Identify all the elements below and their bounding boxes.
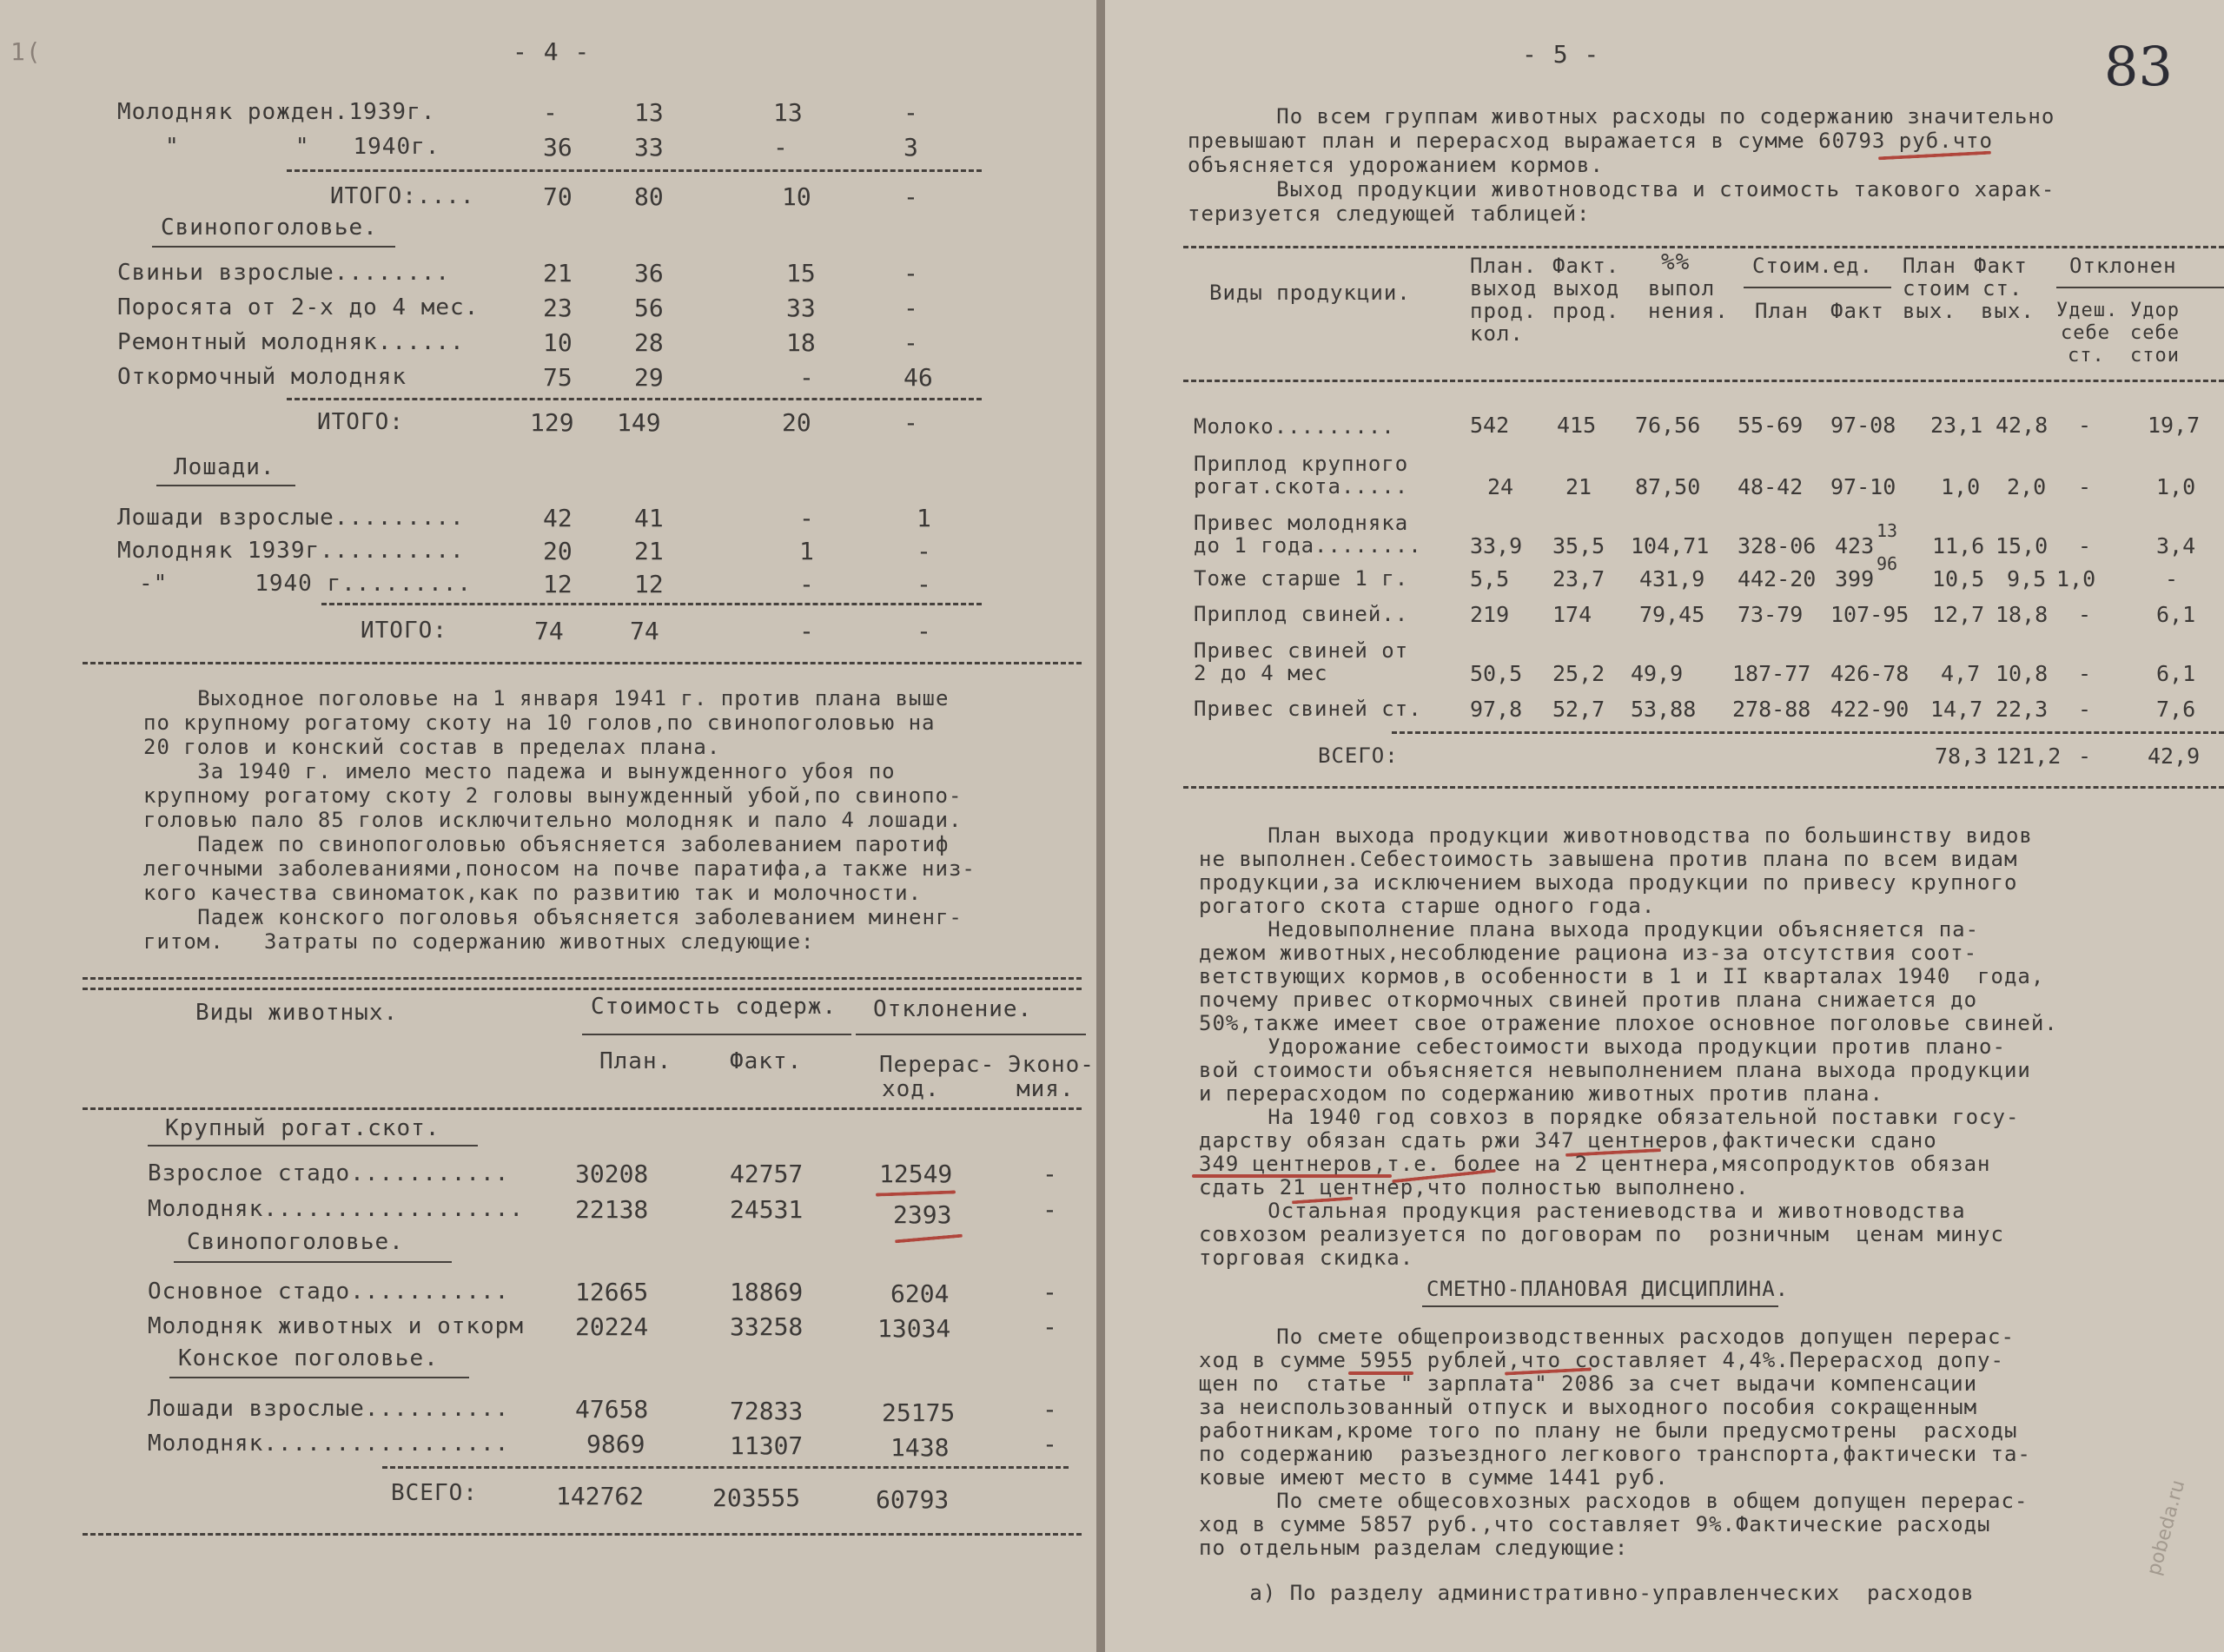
heading-underline [152, 246, 395, 248]
cell: 13 [634, 98, 664, 127]
cell: 12 [543, 570, 573, 598]
cell: - [799, 570, 814, 598]
column-header: прод. [1552, 299, 1620, 323]
body-line: На 1940 год совхоз в порядке обязательной поставки госу- [1201, 1105, 2020, 1129]
cell: - [543, 98, 558, 127]
cell: 56 [634, 294, 664, 322]
body-line: работникам,кроме того по плану не были предусмотрены расходы [1199, 1418, 2018, 1443]
column-header: выход [1552, 276, 1620, 301]
cell: 23,7 [1552, 566, 1605, 591]
column-header: стоим [1903, 276, 1970, 301]
cell: 28 [634, 328, 664, 357]
column-header: План [1755, 299, 1809, 323]
divider [83, 988, 1082, 990]
cell: - [799, 363, 814, 392]
cell: 49,9 [1631, 661, 1684, 686]
cell: 80 [634, 182, 664, 211]
header-rule [856, 1034, 1086, 1035]
total-label: ИТОГО: [317, 409, 404, 435]
column-header: План. [599, 1048, 672, 1074]
cell: 42757 [730, 1160, 804, 1188]
cell: 33258 [730, 1312, 804, 1341]
column-header: Факт. [730, 1048, 803, 1074]
row-label: Лошади взрослые.......... [148, 1396, 510, 1422]
page-number: - 5 - [1522, 40, 1600, 69]
red-underline [895, 1234, 963, 1244]
row-label: -" 1940 г......... [139, 571, 473, 597]
body-line: по содержанию разъездного легкового транспорта,фактически та- [1199, 1442, 2031, 1466]
cell: 20224 [575, 1312, 649, 1341]
body-line: 50%,также имеет свое отражение плохое основное поголовье свиней. [1199, 1011, 2058, 1035]
column-header: выход [1470, 276, 1538, 301]
cell: 12,7 [1932, 602, 1985, 627]
body-line: Удорожание себестоимости выхода продукции против плано- [1201, 1034, 2006, 1059]
cell: 11307 [730, 1431, 804, 1460]
body-line: По смете общесовхозных расходов в общем допущен перерас- [1209, 1489, 2029, 1513]
cell: 9869 [586, 1430, 645, 1458]
cell: 12665 [575, 1278, 649, 1306]
cell: 7,6 [2156, 697, 2196, 722]
cell: 73-79 [1738, 602, 1804, 627]
cell: 21 [1565, 474, 1592, 499]
column-header: Эконо- [1008, 1052, 1095, 1078]
cell: 70 [543, 182, 573, 211]
cell: 35,5 [1552, 533, 1605, 558]
cell: - [917, 537, 931, 565]
cell: 431,9 [1639, 566, 1705, 591]
column-header: прод. [1470, 299, 1538, 323]
book-gutter [1096, 0, 1105, 1652]
cell: 426-78 [1830, 661, 1910, 686]
column-header: Стоим.ед. [1752, 254, 1874, 278]
divider [287, 169, 982, 172]
divider [1392, 731, 2224, 734]
cell: 12549 [879, 1160, 953, 1188]
cell: - [2078, 602, 2092, 627]
column-header: Отклонен [2069, 254, 2177, 278]
column-header: %% [1661, 249, 1691, 275]
cell: 3,4 [2156, 533, 2196, 558]
section-heading: Крупный рогат.скот. [165, 1115, 440, 1141]
cell: 10 [782, 182, 811, 211]
cell: 46 [904, 363, 933, 392]
column-header: выпол [1648, 276, 1716, 301]
body-line: продукции,за исключением выхода продукции по привесу крупного [1199, 870, 2018, 895]
column-header: Факт [1830, 299, 1884, 323]
column-header: Перерас- [879, 1052, 996, 1078]
divider [83, 1107, 1082, 1110]
row-label: Привес свиней от [1194, 638, 1409, 663]
section-heading: Конское поголовье. [178, 1345, 439, 1371]
body-line: ход в сумме 5857 руб.,что составляет 9%.Фактические расходы [1199, 1512, 1991, 1536]
superscript: 13 [1876, 520, 1898, 541]
total-label: ВСЕГО: [1318, 743, 1399, 768]
cell: 4,7 [1941, 661, 1981, 686]
paragraph-line: Падеж по свинопоголовью объясняется заболеванием паротиф [130, 832, 950, 856]
red-underline [876, 1190, 956, 1196]
row-label: " " 1940г. [165, 134, 440, 160]
row-label: Приплод крупного [1194, 452, 1409, 476]
body-line: вой стоимости объясняется невыполнением плана выхода продукции [1199, 1058, 2031, 1082]
intro-line: По всем группам животных расходы по содержанию значительно [1209, 104, 2055, 129]
cell: - [904, 259, 918, 287]
cell: 10,5 [1932, 566, 1985, 591]
cell: 33,9 [1470, 533, 1523, 558]
paragraph-line: кого качества свиноматок,как по развитию так и молочности. [143, 881, 923, 905]
cell: - [2078, 743, 2092, 769]
body-line: Недовыполнение плана выхода продукции объясняется па- [1201, 917, 1980, 942]
cell: 1 [917, 504, 931, 532]
row-label: Основное стадо........... [148, 1279, 510, 1305]
column-header: кол. [1470, 321, 1524, 346]
row-label: Ремонтный молодняк...... [117, 329, 465, 355]
cell: 174 [1552, 602, 1592, 627]
cell: 55-69 [1738, 413, 1804, 438]
cell: 23 [543, 294, 573, 322]
cell: - [904, 328, 918, 357]
cell: 104,71 [1631, 533, 1710, 558]
cell: 399 [1835, 566, 1875, 591]
intro-line: превышают план и перерасход выражается в сумме 60793 руб.что [1188, 129, 1993, 153]
row-label: Свиньи взрослые........ [117, 260, 451, 286]
divider [287, 398, 982, 400]
column-header: Факт [1974, 254, 2028, 278]
cell: 13034 [877, 1314, 951, 1343]
cell: 19,7 [2148, 413, 2201, 438]
cell: 25,2 [1552, 661, 1605, 686]
cell: - [1042, 1312, 1057, 1341]
column-header: вых. [1903, 299, 1956, 323]
body-line: совхозом реализуется по договорам по розничным ценам минус [1199, 1222, 2004, 1246]
cell: 21 [634, 537, 664, 565]
cell: 278-88 [1732, 697, 1811, 722]
cell: 18869 [730, 1278, 804, 1306]
cell: 72833 [730, 1397, 804, 1425]
body-line: а) По разделу административно-управленческих расходов [1209, 1581, 1975, 1605]
body-line: рогатого скота старше одного года. [1199, 894, 1656, 918]
cell: - [1042, 1430, 1057, 1458]
cell: 20 [543, 537, 573, 565]
cell: 33 [786, 294, 816, 322]
cell: 2393 [893, 1200, 952, 1229]
cell: 107-95 [1830, 602, 1910, 627]
column-header: Виды продукции. [1209, 281, 1411, 305]
row-label: 2 до 4 мес [1194, 661, 1328, 685]
paragraph-line: гитом. Затраты по содержанию животных следующие: [143, 929, 815, 954]
cell: 6,1 [2156, 661, 2196, 686]
cell: 20 [782, 408, 811, 437]
cell: - [2165, 566, 2179, 591]
header-rule [582, 1034, 851, 1035]
row-label: Молодняк животных и откорм [148, 1313, 524, 1339]
column-header: Факт. [1552, 254, 1620, 278]
cell: 6,1 [2156, 602, 2196, 627]
column-header: Удор [2130, 300, 2180, 321]
cell: 52,7 [1552, 697, 1605, 722]
cell: 36 [634, 259, 664, 287]
divider [1183, 246, 2224, 248]
header-rule [2056, 287, 2224, 288]
cell: 14,7 [1930, 697, 1983, 722]
cell: 1 [799, 537, 814, 565]
cell: 87,50 [1635, 474, 1701, 499]
cell: 10 [543, 328, 573, 357]
cell: 25175 [882, 1398, 956, 1427]
paragraph-line: головью пало 85 голов исключительно молодняк и пало 4 лошади. [143, 808, 963, 832]
paragraph-line: Выходное поголовье на 1 января 1941 г. против плана выше [130, 686, 950, 710]
body-line: щен по статье " зарплата" 2086 за счет выдачи компенсации [1199, 1371, 1978, 1396]
heading-underline [1422, 1305, 1778, 1307]
column-header: План [1903, 254, 1956, 278]
cell: 219 [1470, 602, 1510, 627]
row-label: Молоко......... [1194, 414, 1395, 439]
cell: - [917, 570, 931, 598]
body-line: дежом животных,несоблюдение рациона из-за отсутствия соот- [1199, 941, 1978, 965]
cell: 76,56 [1635, 413, 1701, 438]
cell: 41 [634, 504, 664, 532]
body-line: почему привес откормочных свиней против плана снижается до [1199, 988, 1978, 1012]
column-header: ст. [2068, 345, 2105, 367]
cell: - [917, 617, 931, 645]
cell: - [799, 617, 814, 645]
cell: 60793 [876, 1485, 950, 1514]
heading-underline [169, 1377, 469, 1378]
cell: - [2078, 697, 2092, 722]
cell: 97-08 [1830, 413, 1896, 438]
heading-underline [156, 485, 295, 486]
body-line: по отдельным разделам следующие: [1199, 1536, 1629, 1560]
cell: - [773, 133, 788, 162]
cell: 21 [543, 259, 573, 287]
column-header: вых. [1981, 299, 2035, 323]
divider [83, 977, 1082, 980]
body-line: торговая скидка. [1199, 1246, 1414, 1270]
divider [83, 1533, 1082, 1536]
cell: - [904, 182, 918, 211]
cell: 6204 [890, 1279, 950, 1308]
cell: 15,0 [1996, 533, 2049, 558]
cell: 12 [634, 570, 664, 598]
cell: 203555 [712, 1483, 801, 1512]
total-label: ВСЕГО: [391, 1480, 478, 1506]
row-label: Приплод свиней.. [1194, 602, 1409, 626]
corner-mark: 1( [10, 37, 42, 66]
cell: - [904, 294, 918, 322]
cell: 78,3 [1935, 743, 1988, 769]
paragraph-line: крупному рогатому скоту 2 головы вынужденный убой,по свинопо- [143, 783, 963, 808]
cell: 42 [543, 504, 573, 532]
column-header: ст. [1982, 276, 2023, 301]
row-label: Привес молодняка [1194, 511, 1409, 535]
column-header: Стоимость содерж. [591, 994, 837, 1020]
right-page [1105, 0, 2224, 1652]
cell: 33 [634, 133, 664, 162]
body-line: План выхода продукции животноводства по большинству видов [1201, 823, 2033, 848]
row-label: Поросята от 2-х до 4 мес. [117, 294, 480, 320]
cell: 15 [786, 259, 816, 287]
cell: - [1042, 1195, 1057, 1224]
cell: 328-06 [1738, 533, 1817, 558]
cell: 1438 [890, 1433, 950, 1462]
cell: 97-10 [1830, 474, 1896, 499]
cell: 121,2 [1996, 743, 2062, 769]
body-line: ход в сумме 5955 рублей,что составляет 4,4%.Перерасход допу- [1199, 1348, 2004, 1372]
column-header: стои [2130, 345, 2180, 367]
row-label: Молодняк 1939г.......... [117, 538, 465, 564]
left-page [0, 0, 1096, 1652]
cell: 42,8 [1996, 413, 2049, 438]
cell: 3 [904, 133, 918, 162]
divider [382, 1466, 1069, 1469]
body-line: сдать 21 центнер,что полностью выполнено. [1199, 1175, 1750, 1199]
cell: 13 [773, 98, 803, 127]
column-header: Виды животных. [195, 1000, 399, 1026]
heading-underline [174, 1261, 452, 1263]
cell: 415 [1557, 413, 1597, 438]
cell: 22138 [575, 1195, 649, 1224]
body-line: не выполнен.Себестоимость завышена против плана по всем видам [1199, 847, 2018, 871]
column-header: себе [2130, 322, 2180, 344]
section-heading: Лошади. [174, 454, 275, 480]
cell: 36 [543, 133, 573, 162]
cell: 422-90 [1830, 697, 1910, 722]
cell: - [1042, 1278, 1057, 1306]
cell: 50,5 [1470, 661, 1523, 686]
cell: 1,0 [1941, 474, 1981, 499]
row-label: Привес свиней ст. [1194, 697, 1422, 721]
paragraph-line: За 1940 г. имело место падежа и вынужденного убоя по [130, 759, 896, 783]
body-line: дарству обязан сдать ржи 347 центнеров,фактически сдано [1199, 1128, 1937, 1153]
cell: 142762 [556, 1482, 645, 1510]
divider [321, 603, 982, 605]
cell: 74 [534, 617, 564, 645]
paragraph-line: легочными заболеваниями,поносом на почве паратифа,а также низ- [143, 856, 976, 881]
divider [1183, 786, 2224, 789]
total-label: ИТОГО:.... [330, 183, 475, 209]
cell: 423 [1835, 533, 1875, 558]
cell: 97,8 [1470, 697, 1523, 722]
intro-line: объясняется удорожанием кормов. [1188, 153, 1604, 177]
section-heading: СМЕТНО-ПЛАНОВАЯ ДИСЦИПЛИНА. [1426, 1277, 1790, 1301]
cell: 542 [1470, 413, 1510, 438]
cell: 5,5 [1470, 566, 1510, 591]
column-header: себе [2061, 322, 2110, 344]
watermark: pobeda.ru [2143, 1477, 2190, 1578]
cell: 24531 [730, 1195, 804, 1224]
cell: 442-20 [1738, 566, 1817, 591]
cell: 1,0 [2156, 474, 2196, 499]
cell: 53,88 [1631, 697, 1697, 722]
body-line: за неиспользованный отпуск и выходного пособия сокращенным [1199, 1395, 1978, 1419]
body-line: ковые имеют место в сумме 1441 руб. [1199, 1465, 1669, 1490]
cell: 9,5 [2007, 566, 2047, 591]
cell: 11,6 [1932, 533, 1985, 558]
cell: 18,8 [1996, 602, 2049, 627]
cell: - [2078, 661, 2092, 686]
cell: - [904, 408, 918, 437]
paragraph-line: Падеж конского поголовья объясняется заболеванием миненг- [130, 905, 963, 929]
cell: 2,0 [2007, 474, 2047, 499]
cell: - [2078, 413, 2092, 438]
cell: 23,1 [1930, 413, 1983, 438]
column-header: Удеш. [2056, 300, 2119, 321]
cell: 187-77 [1732, 661, 1811, 686]
divider [83, 662, 1082, 664]
cell: 129 [530, 408, 574, 437]
column-header: План. [1470, 254, 1538, 278]
cell: 75 [543, 363, 573, 392]
cell: 79,45 [1639, 602, 1705, 627]
row-label: Откормочный молодняк [117, 364, 407, 390]
cell: 48-42 [1738, 474, 1804, 499]
handwritten-page-number: 83 [2104, 35, 2173, 98]
page-number: - 4 - [513, 37, 591, 66]
cell: 149 [617, 408, 661, 437]
row-label: Взрослое стадо........... [148, 1160, 510, 1186]
body-line: По смете общепроизводственных расходов допущен перерас- [1209, 1325, 2015, 1349]
cell: 42,9 [2148, 743, 2201, 769]
body-line: Остальная продукция растениеводства и животноводства [1201, 1199, 1966, 1223]
cell: 22,3 [1996, 697, 2049, 722]
cell: 1,0 [2056, 566, 2096, 591]
row-label: Молодняк рожден.1939г. [117, 99, 436, 125]
cell: 74 [630, 617, 659, 645]
body-line: и перерасходом по содержанию животных против плана. [1199, 1081, 1883, 1106]
cell: - [1042, 1160, 1057, 1188]
cell: 29 [634, 363, 664, 392]
row-label: до 1 года........ [1194, 533, 1422, 558]
cell: 30208 [575, 1160, 649, 1188]
cell: 47658 [575, 1395, 649, 1424]
divider [1183, 380, 2224, 382]
intro-line: Выход продукции животноводства и стоимость такового харак- [1209, 177, 2055, 202]
cell: 24 [1487, 474, 1514, 499]
column-header: мия. [1016, 1076, 1075, 1102]
row-label: Тоже старше 1 г. [1194, 566, 1409, 591]
section-heading: Свинопоголовье. [187, 1229, 404, 1255]
cell: - [904, 98, 918, 127]
intro-line: теризуется следующей таблицей: [1188, 202, 1591, 226]
section-heading: Свинопоголовье. [161, 215, 378, 241]
cell: 18 [786, 328, 816, 357]
body-line: 349 центнеров,т.е. более на 2 центнера,мясопродуктов обязан [1199, 1152, 1991, 1176]
row-label: Лошади взрослые......... [117, 505, 465, 531]
cell: - [2078, 474, 2092, 499]
paragraph-line: по крупному рогатому скоту на 10 голов,по свинопоголовью на [143, 710, 936, 735]
column-header: Отклонение. [873, 996, 1033, 1022]
row-label: рогат.скота..... [1194, 474, 1409, 499]
cell: - [1042, 1395, 1057, 1424]
row-label: Молодняк.................. [148, 1196, 524, 1222]
column-header: ход. [882, 1076, 940, 1102]
total-label: ИТОГО: [361, 618, 447, 644]
cell: - [2078, 533, 2092, 558]
cell: - [799, 504, 814, 532]
column-header: нения. [1648, 299, 1729, 323]
superscript: 96 [1876, 553, 1898, 574]
body-line: ветствующих кормов,в особенности в 1 и II кварталах 1940 года, [1199, 964, 2045, 988]
heading-underline [148, 1145, 478, 1146]
row-label: Молодняк................. [148, 1431, 510, 1457]
header-rule [1744, 287, 1891, 288]
paragraph-line: 20 голов и конский состав в пределах плана. [143, 735, 721, 759]
cell: 10,8 [1996, 661, 2049, 686]
